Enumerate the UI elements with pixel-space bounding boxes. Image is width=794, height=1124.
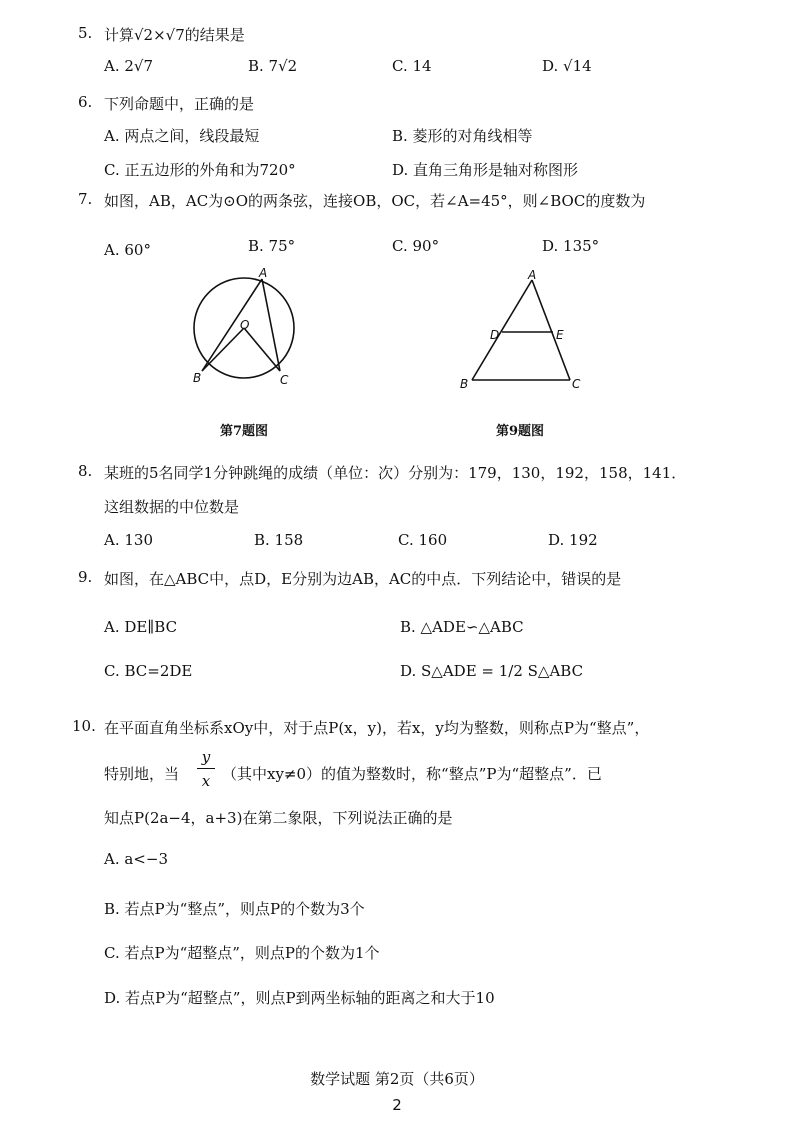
q9-option-c: C. BC=2DE: [104, 662, 193, 680]
label-e: E: [556, 328, 564, 342]
label-c: C: [572, 377, 581, 391]
q8-option-b: B. 158: [254, 531, 304, 549]
question-10-line1: 在平面直角坐标系xOy中，对于点P(x，y)，若x，y均为整数，则称点P为“整点”，: [104, 719, 650, 737]
question-10-line2-pre: 特别地，当: [104, 765, 180, 783]
fraction-numerator: y: [201, 748, 211, 766]
question-7-stem: 如图，AB，AC为⊙O的两条弦，连接OB，OC，若∠A=45°，则∠BOC的度数为: [104, 192, 646, 210]
question-8-line1: 某班的5名同学1分钟跳绳的成绩（单位：次）分别为：179，130，192，158，141．: [104, 464, 687, 482]
chord-ab: [202, 279, 262, 371]
question-10-line2-post: （其中xy≠0）的值为整数时，称“整点”P为“超整点”．已: [222, 765, 602, 783]
question-10-line3: 知点P(2a−4，a+3)在第二象限，下列说法正确的是: [104, 809, 453, 827]
q8-option-c: C. 160: [398, 531, 448, 549]
label-d: D: [490, 328, 500, 342]
q7-option-a: A. 60°: [104, 241, 151, 259]
q6-option-d: D. 直角三角形是轴对称图形: [392, 161, 579, 179]
chord-ac: [262, 279, 280, 371]
figure-7-circle-diagram: [188, 266, 308, 396]
page-footer: 数学试题 第2页（共6页）: [310, 1070, 484, 1088]
question-5-number: 5.: [78, 24, 93, 42]
q8-option-d: D. 192: [548, 531, 598, 549]
figure-9-caption: 第9题图: [496, 424, 545, 439]
q9-option-b: B. △ADE∽△ABC: [400, 618, 524, 636]
q9-option-a: A. DE∥BC: [104, 618, 178, 636]
label-b: B: [193, 371, 202, 385]
side-ac: [532, 280, 570, 380]
q5-option-a: A. 2√7: [104, 57, 154, 75]
question-6-stem: 下列命题中，正确的是: [104, 95, 255, 113]
question-7-number: 7.: [78, 190, 93, 208]
q5-option-c: C. 14: [392, 57, 432, 75]
q6-option-a: A. 两点之间，线段最短: [104, 127, 260, 145]
question-10-number: 10.: [72, 717, 96, 735]
question-8-line2: 这组数据的中位数是: [104, 498, 240, 516]
q7-option-d: D. 135°: [542, 237, 600, 255]
q7-option-c: C. 90°: [392, 237, 440, 255]
q10-option-c: C. 若点P为“超整点”，则点P的个数为1个: [104, 944, 380, 962]
figure-7-caption: 第7题图: [220, 424, 269, 439]
segment-oc: [244, 328, 280, 371]
label-o: O: [240, 318, 250, 332]
question-8-number: 8.: [78, 462, 93, 480]
question-9-stem: 如图，在△ABC中，点D，E分别为边AB，AC的中点．下列结论中，错误的是: [104, 570, 622, 588]
q5-option-b: B. 7√2: [248, 57, 298, 75]
label-c: C: [280, 373, 289, 387]
q10-option-b: B. 若点P为“整点”，则点P的个数为3个: [104, 900, 365, 918]
q6-option-c: C. 正五边形的外角和为720°: [104, 161, 296, 179]
label-a: A: [259, 266, 268, 280]
fraction-bar: [197, 768, 215, 769]
figure-9-triangle-diagram: [454, 268, 594, 394]
side-ab: [472, 280, 532, 380]
q7-option-b: B. 75°: [248, 237, 296, 255]
q5-option-d: D. √14: [542, 57, 592, 75]
fraction-denominator: x: [201, 772, 211, 790]
q6-option-b: B. 菱形的对角线相等: [392, 127, 533, 145]
q8-option-a: A. 130: [104, 531, 153, 549]
label-b: B: [460, 377, 469, 391]
question-6-number: 6.: [78, 93, 93, 111]
q10-option-a: A. a<−3: [104, 850, 168, 868]
question-5-stem: 计算√2×√7的结果是: [104, 26, 245, 44]
page-number: 2: [392, 1096, 402, 1114]
q10-option-d: D. 若点P为“超整点”，则点P到两坐标轴的距离之和大于10: [104, 989, 495, 1007]
segment-ob: [202, 328, 244, 371]
question-9-number: 9.: [78, 568, 93, 586]
q9-option-d: D. S△ADE = 1/2 S△ABC: [400, 662, 584, 680]
label-a: A: [528, 268, 537, 282]
